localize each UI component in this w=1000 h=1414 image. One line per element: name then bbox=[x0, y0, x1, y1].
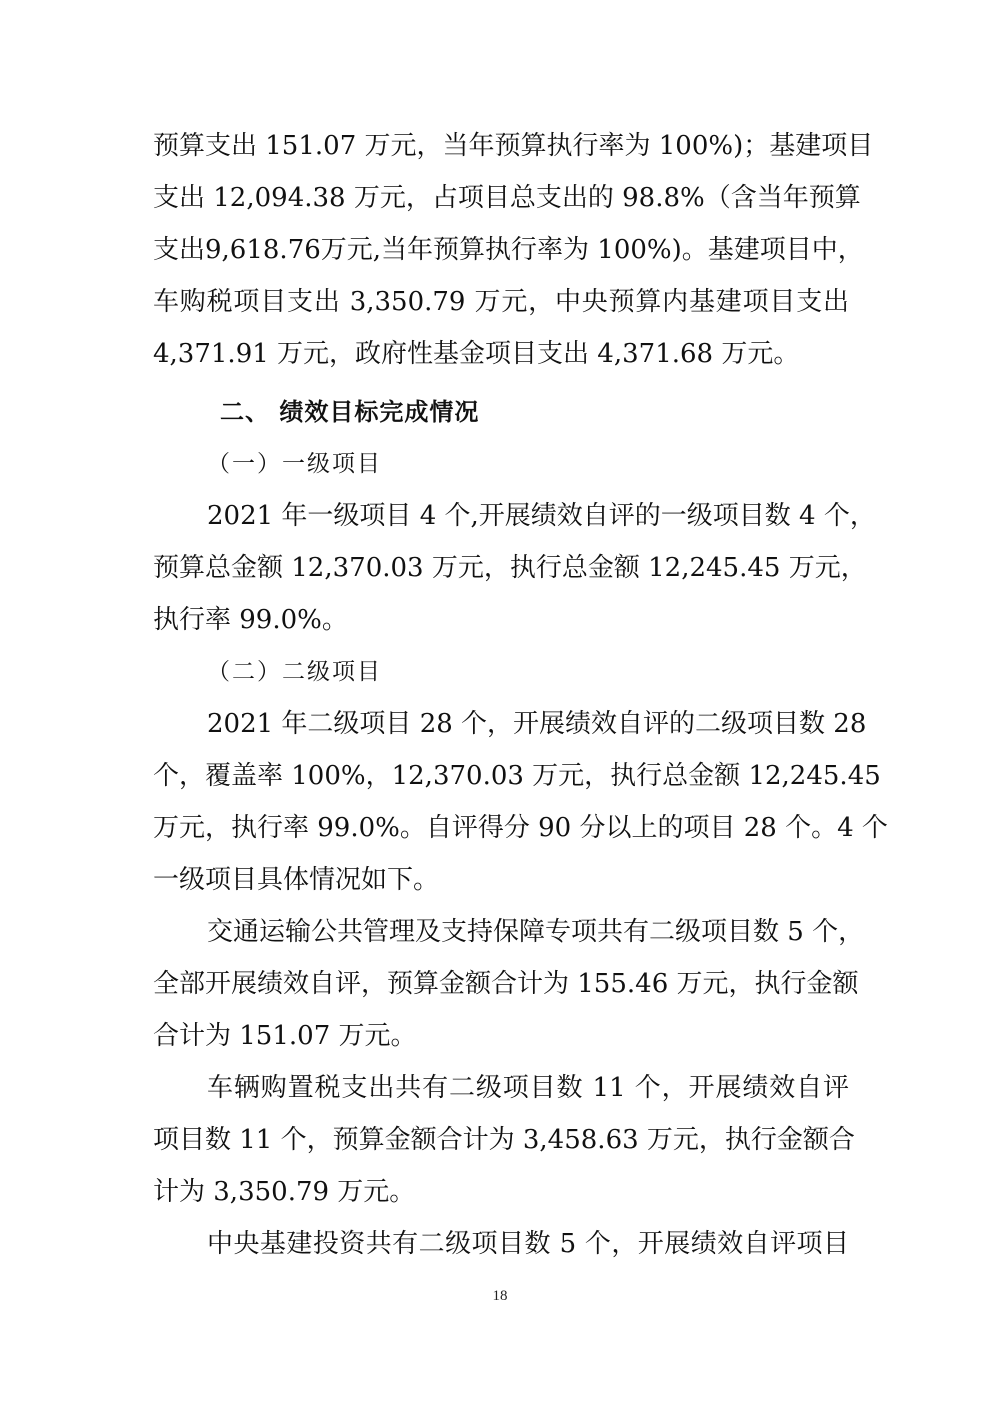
paragraph-line: 支出 12,094.38 万元，占项目总支出的 98.8%（含当年预算 bbox=[153, 183, 861, 213]
paragraph-line: 中央基建投资共有二级项目数 5 个，开展绩效自评项目 bbox=[207, 1229, 849, 1259]
paragraph-line: 一级项目具体情况如下。 bbox=[153, 865, 440, 895]
paragraph-line: 预算总金额 12,370.03 万元，执行总金额 12,245.45 万元， bbox=[153, 553, 867, 583]
paragraph-line: 车购税项目支出 3,350.79 万元，中央预算内基建项目支出 bbox=[153, 287, 849, 317]
paragraph-line: 2021 年二级项目 28 个，开展绩效自评的二级项目数 28 bbox=[207, 709, 867, 739]
paragraph-line: 项目数 11 个，预算金额合计为 3,458.63 万元，执行金额合 bbox=[153, 1125, 855, 1155]
section-heading: 二、 绩效目标完成情况 bbox=[220, 398, 480, 426]
paragraph-line: 支出9,618.76万元,当年预算执行率为 100%)。基建项目中， bbox=[153, 235, 864, 265]
paragraph-line: 车辆购置税支出共有二级项目数 11 个，开展绩效自评 bbox=[207, 1073, 849, 1103]
paragraph-line: 预算支出 151.07 万元，当年预算执行率为 100%)；基建项目 bbox=[153, 131, 874, 161]
subsection-heading-level1: （一）一级项目 bbox=[207, 451, 382, 477]
paragraph-line: 4,371.91 万元，政府性基金项目支出 4,371.68 万元。 bbox=[153, 339, 800, 369]
paragraph-line: 计为 3,350.79 万元。 bbox=[153, 1177, 416, 1207]
paragraph-line: 万元，执行率 99.0%。自评得分 90 分以上的项目 28 个。4 个 bbox=[153, 813, 888, 843]
paragraph-line: 执行率 99.0%。 bbox=[153, 605, 348, 635]
paragraph-line: 个，覆盖率 100%，12,370.03 万元，执行总金额 12,245.45 bbox=[153, 761, 881, 791]
paragraph-line: 全部开展绩效自评，预算金额合计为 155.46 万元，执行金额 bbox=[153, 969, 859, 999]
paragraph-line: 合计为 151.07 万元。 bbox=[153, 1021, 417, 1051]
paragraph-line: 交通运输公共管理及支持保障专项共有二级项目数 5 个， bbox=[207, 917, 865, 947]
paragraph-line: 2021 年一级项目 4 个,开展绩效自评的一级项目数 4 个， bbox=[207, 501, 876, 531]
page-number: 18 bbox=[492, 1288, 508, 1304]
subsection-heading-level2: （二）二级项目 bbox=[207, 659, 382, 685]
